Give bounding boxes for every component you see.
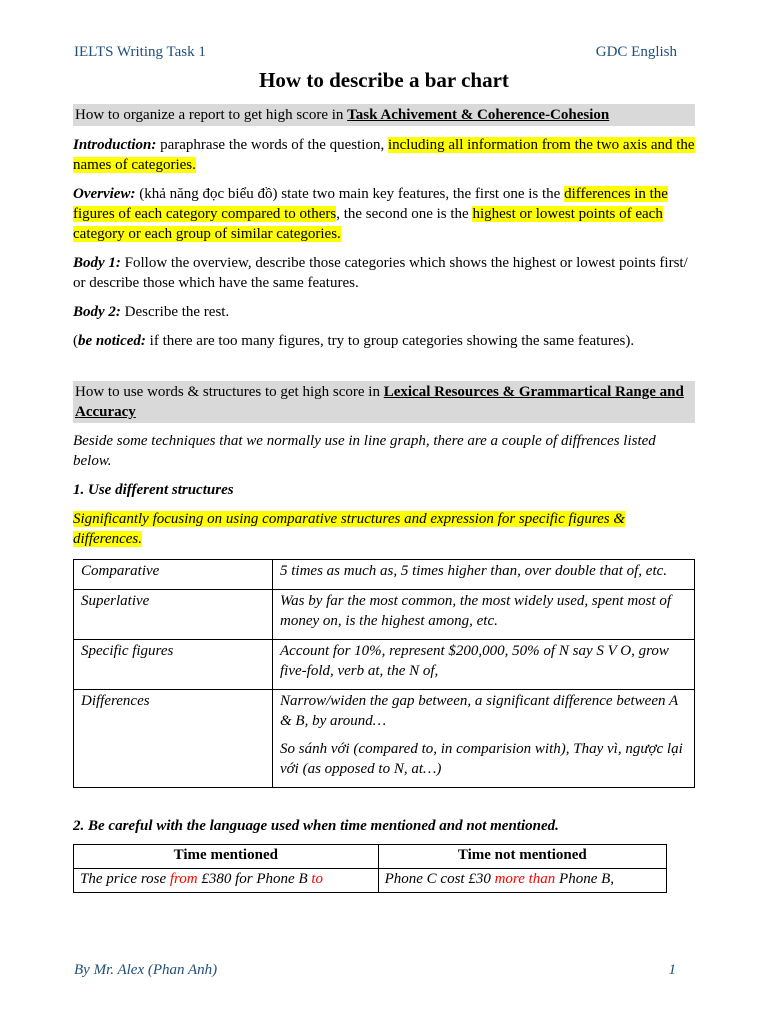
header-left: IELTS Writing Task 1	[74, 44, 206, 60]
page-number: 1	[668, 962, 676, 978]
structures-table	[73, 559, 695, 788]
example-keyword: more than	[494, 871, 556, 887]
section-banner-lexical	[73, 381, 695, 423]
col-header-time-mentioned: Time mentioned	[74, 845, 379, 869]
body2-paragraph	[73, 302, 695, 322]
overview-text-1: (khả năng đọc biểu đồ) state two main key features, the first one is the	[135, 186, 565, 202]
note-text: if there are too many figures, try to group categories showing the same features).	[145, 333, 635, 349]
example-text: Phone B,	[555, 871, 615, 887]
table-cell-term: Differences	[74, 690, 273, 788]
section-banner-task	[73, 104, 695, 126]
time-table	[73, 844, 667, 893]
table-cell-desc	[273, 690, 695, 788]
page-footer	[74, 962, 676, 979]
document-body	[73, 104, 695, 893]
table-header-row	[74, 845, 667, 869]
overview-paragraph	[73, 184, 695, 244]
body1-paragraph	[73, 253, 695, 293]
table-cell-desc: Was by far the most common, the most widely used, spent most of money on, is the highest among, etc.	[273, 590, 695, 640]
page-title: How to describe a bar chart	[259, 68, 509, 92]
banner-bold-text: Task Achivement & Coherence-Cohesion	[347, 107, 610, 123]
introduction-paragraph	[73, 135, 695, 175]
body2-label: Body 2:	[73, 304, 121, 320]
example-keyword: to	[311, 871, 324, 887]
intro-highlight: including all information from the two axis and the names of categories.	[73, 137, 695, 173]
example-text: £380 for Phone B	[197, 871, 312, 887]
body2-text: Describe the rest.	[120, 304, 230, 320]
heading-time-language: 2. Be careful with the language used when time mentioned and not mentioned.	[73, 818, 559, 834]
page-header	[74, 44, 677, 64]
table-cell-desc: Account for 10%, represent $200,000, 50% of N say S V O, grow five-fold, verb at, the N of,	[273, 640, 695, 690]
table-cell-term: Superlative	[74, 590, 273, 640]
differences-desc-2: So sánh với (compared to, in comparision with), Thay vì, ngược lại với (as opposed to N, at…)	[280, 741, 683, 777]
body1-label: Body 1:	[73, 255, 121, 271]
table-row	[74, 560, 695, 590]
table-row	[74, 690, 695, 788]
table-row	[74, 640, 695, 690]
footer-author: By Mr. Alex (Phan Anh)	[74, 962, 218, 978]
table-row	[74, 590, 695, 640]
note-open-paren: (	[73, 333, 78, 349]
table-cell-term: Specific figures	[74, 640, 273, 690]
banner-text: How to use words & structures to get high score in	[75, 384, 384, 400]
differences-desc-1: Narrow/widen the gap between, a significant difference between A & B, by around…	[280, 693, 678, 729]
heading-different-structures: 1. Use different structures	[73, 482, 234, 498]
banner-text: How to organize a report to get high score in	[75, 107, 348, 123]
overview-highlight-2: highest or lowest points of each category or each group of similar categories.	[73, 206, 663, 242]
table-row	[74, 869, 667, 893]
table-cell-desc: 5 times as much as, 5 times higher than, over double that of, etc.	[273, 560, 695, 590]
overview-text-2: , the second one is the	[336, 206, 473, 222]
comparative-focus-note	[73, 509, 695, 549]
intro-label: Introduction:	[73, 137, 157, 153]
intro-text: paraphrase the words of the question,	[156, 137, 388, 153]
overview-label: Overview:	[73, 186, 136, 202]
note-paragraph	[73, 331, 695, 351]
time-mentioned-example	[74, 869, 379, 893]
table-cell-term: Comparative	[74, 560, 273, 590]
example-text: The price rose	[80, 871, 170, 887]
time-not-mentioned-example	[378, 869, 666, 893]
section2-intro: Beside some techniques that we normally use in line graph, there are a couple of diffrences listed below.	[73, 433, 656, 469]
banner-bold-text: Lexical Resources & Grammartical Range and Accuracy	[75, 384, 684, 420]
example-text: Phone C cost £30	[384, 871, 495, 887]
col-header-time-not-mentioned: Time not mentioned	[378, 845, 666, 869]
header-right: GDC English	[595, 44, 677, 60]
note-label: be noticed:	[78, 333, 146, 349]
body1-text: Follow the overview, describe those categories which shows the highest or lowest points first/ or describe those which have the same features.	[73, 255, 688, 291]
comparative-focus-highlight: Significantly focusing on using comparative structures and expression for specific figures & differences.	[73, 511, 626, 547]
overview-highlight-1: differences in the figures of each category compared to others	[73, 186, 668, 222]
example-keyword: from	[169, 871, 198, 887]
